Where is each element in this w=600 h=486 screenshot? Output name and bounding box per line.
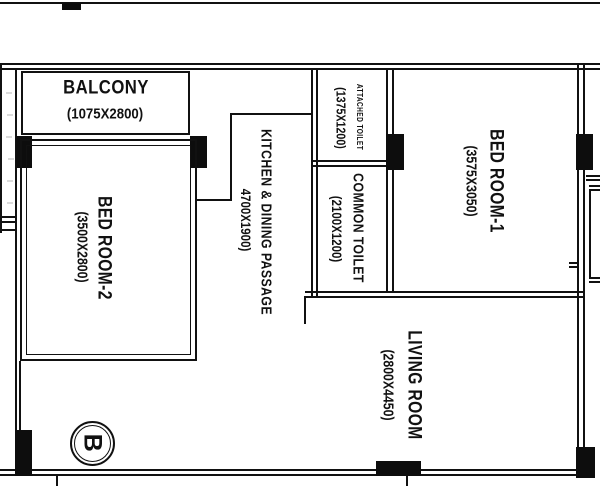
wall-segment	[0, 63, 600, 65]
wall-segment	[230, 114, 232, 201]
room-dims-bedroom1: (3575X3050)	[462, 145, 480, 217]
faint-marking	[7, 202, 13, 204]
column-marker	[576, 134, 593, 170]
wall-segment	[589, 185, 600, 187]
room-label-living-room: LIVING ROOM	[403, 330, 425, 440]
room-label-bedroom1: BED ROOM-1	[485, 129, 507, 233]
room-label-kitchen: KITCHEN & DINING PASSAGE	[257, 129, 275, 315]
column-marker	[576, 447, 595, 478]
room-dims-balcony: (1075X2800)	[66, 105, 144, 123]
faint-marking	[8, 158, 14, 160]
wall-segment	[386, 69, 388, 135]
wall-segment	[15, 69, 17, 430]
wall-segment	[577, 63, 579, 448]
wall-segment	[406, 476, 408, 486]
wall-segment	[0, 221, 16, 223]
wall-segment	[589, 189, 591, 279]
wall-segment	[586, 179, 600, 181]
wall-segment	[311, 165, 391, 167]
wall-segment	[197, 199, 232, 201]
wall-segment	[56, 476, 58, 486]
wall-segment	[311, 69, 313, 297]
wall-segment	[0, 68, 600, 70]
room-dims-bedroom2: (3500X2800)	[73, 211, 91, 283]
wall-segment	[589, 277, 600, 279]
room-label-attached-toilet: ATTACHED TOILET	[355, 83, 364, 151]
room-label-balcony: BALCONY	[63, 77, 149, 99]
wall-segment	[304, 296, 306, 324]
column-marker	[386, 134, 404, 170]
wall-segment	[0, 469, 578, 471]
wall-segment	[0, 229, 16, 231]
wall-segment	[392, 69, 394, 135]
wall-segment	[569, 262, 578, 264]
wall-segment	[316, 69, 318, 297]
column-marker	[376, 461, 421, 476]
faint-marking	[7, 180, 13, 182]
room-dims-common-toilet: (2100X1200)	[329, 195, 345, 263]
wall-segment	[0, 216, 16, 218]
column-marker	[62, 3, 81, 10]
wall-segment	[305, 296, 585, 298]
room-dims-kitchen: 4700X1900)	[238, 188, 254, 252]
room-label-common-toilet: COMMON TOILET	[349, 173, 367, 283]
column-marker	[15, 430, 32, 476]
wall-segment	[569, 266, 578, 268]
room-dims-attached-toilet: (1375X1200)	[333, 87, 349, 149]
wall-segment	[589, 281, 600, 283]
wall-segment	[305, 291, 585, 293]
wall-segment	[583, 63, 585, 448]
wall-segment	[0, 474, 578, 476]
faint-marking	[7, 114, 13, 116]
wall-segment	[19, 361, 21, 431]
room-label-bedroom2: BED ROOM-2	[93, 196, 115, 300]
wall-segment	[0, 2, 600, 4]
wall-segment	[311, 160, 391, 162]
wall-segment	[386, 170, 388, 292]
wall-segment	[0, 63, 2, 233]
wall-segment	[392, 170, 394, 292]
wall-segment	[586, 175, 600, 177]
section-marker-label: B	[78, 433, 107, 452]
room-dims-living-room: (2800X4450)	[379, 349, 397, 421]
wall-segment	[230, 113, 312, 115]
faint-marking	[6, 92, 12, 94]
faint-marking	[6, 136, 12, 138]
